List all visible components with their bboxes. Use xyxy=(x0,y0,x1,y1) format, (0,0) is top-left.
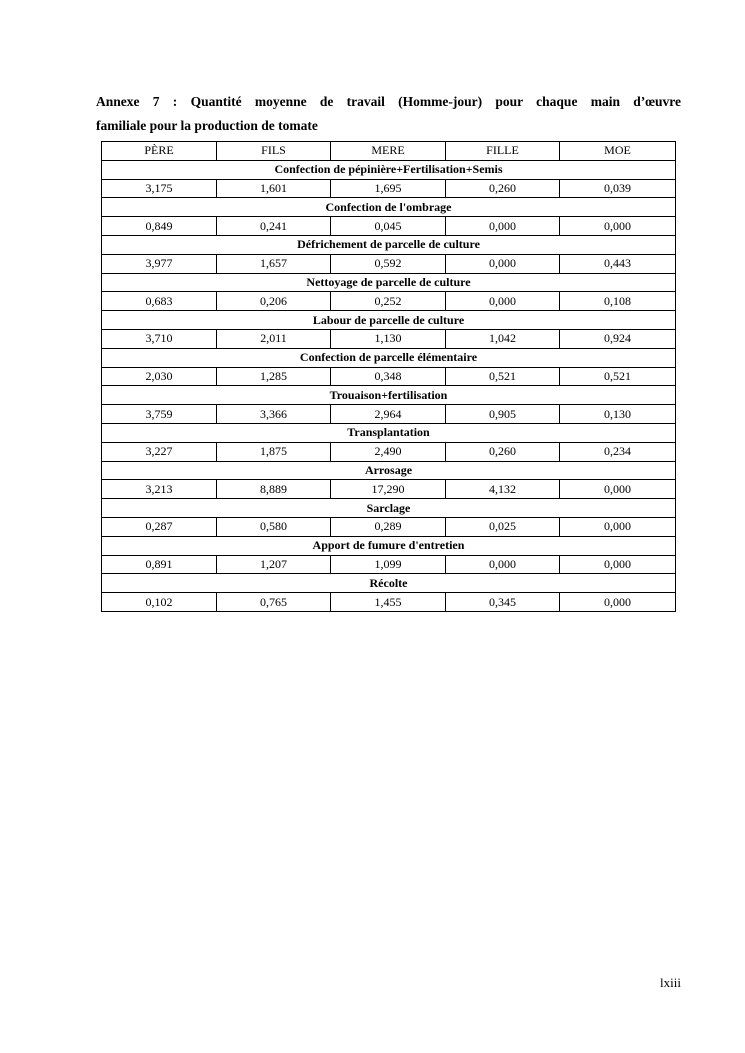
table-cell: 0,260 xyxy=(446,179,560,198)
section-title: Transplantation xyxy=(102,423,676,442)
table-cell: 0,025 xyxy=(446,517,560,536)
table-cell: 1,657 xyxy=(217,254,331,273)
section-title-row xyxy=(102,499,676,518)
table-row xyxy=(102,480,676,499)
table-cell: 0,905 xyxy=(446,405,560,424)
table-cell: 0,348 xyxy=(331,367,446,386)
table-cell: 4,132 xyxy=(446,480,560,499)
table-cell: 0,000 xyxy=(560,217,676,236)
table-row xyxy=(102,555,676,574)
table-cell: 0,000 xyxy=(446,217,560,236)
section-title-row xyxy=(102,461,676,480)
section-title-row xyxy=(102,386,676,405)
section-title: Sarclage xyxy=(102,499,676,518)
section-title-row xyxy=(102,273,676,292)
table-cell: 0,443 xyxy=(560,254,676,273)
table-body xyxy=(102,160,676,611)
section-title: Trouaison+fertilisation xyxy=(102,386,676,405)
table-cell: 2,011 xyxy=(217,329,331,348)
table-cell: 2,964 xyxy=(331,405,446,424)
section-title: Récolte xyxy=(102,574,676,593)
table-cell: 3,175 xyxy=(102,179,217,198)
header-pere: PÈRE xyxy=(102,142,217,161)
table-cell: 2,490 xyxy=(331,442,446,461)
table-cell: 0,924 xyxy=(560,329,676,348)
table-cell: 0,000 xyxy=(560,517,676,536)
table-cell: 0,260 xyxy=(446,442,560,461)
table-cell: 0,102 xyxy=(102,593,217,612)
header-fils: FILS xyxy=(217,142,331,161)
table-cell: 1,875 xyxy=(217,442,331,461)
section-title: Confection de l'ombrage xyxy=(102,198,676,217)
table-cell: 0,045 xyxy=(331,217,446,236)
header-mere: MERE xyxy=(331,142,446,161)
table-cell: 0,234 xyxy=(560,442,676,461)
section-title: Apport de fumure d'entretien xyxy=(102,536,676,555)
table-cell: 3,366 xyxy=(217,405,331,424)
table-cell: 0,000 xyxy=(560,555,676,574)
table-cell: 1,455 xyxy=(331,593,446,612)
table-cell: 0,000 xyxy=(560,480,676,499)
table-cell: 0,000 xyxy=(446,292,560,311)
table-cell: 0,206 xyxy=(217,292,331,311)
header-fille: FILLE xyxy=(446,142,560,161)
table-cell: 1,601 xyxy=(217,179,331,198)
table-cell: 1,695 xyxy=(331,179,446,198)
table-cell: 1,207 xyxy=(217,555,331,574)
section-title-row xyxy=(102,235,676,254)
caption-line-2: familiale pour la production de tomate xyxy=(96,118,318,133)
table-cell: 8,889 xyxy=(217,480,331,499)
section-title: Labour de parcelle de culture xyxy=(102,311,676,330)
table-row xyxy=(102,517,676,536)
table-row xyxy=(102,329,676,348)
section-title-row xyxy=(102,311,676,330)
table-cell: 0,521 xyxy=(446,367,560,386)
table-cell: 1,042 xyxy=(446,329,560,348)
table-cell: 1,130 xyxy=(331,329,446,348)
table-cell: 0,683 xyxy=(102,292,217,311)
table-cell: 0,039 xyxy=(560,179,676,198)
table-cell: 2,030 xyxy=(102,367,217,386)
page-number: lxiii xyxy=(660,975,681,990)
table-cell: 0,345 xyxy=(446,593,560,612)
section-title-row xyxy=(102,348,676,367)
table-cell: 0,580 xyxy=(217,517,331,536)
table-row xyxy=(102,442,676,461)
table-cell: 0,252 xyxy=(331,292,446,311)
table-cell: 0,000 xyxy=(560,593,676,612)
section-title: Arrosage xyxy=(102,461,676,480)
table-cell: 0,000 xyxy=(446,555,560,574)
table-row xyxy=(102,292,676,311)
annex-caption xyxy=(96,90,681,138)
table-row xyxy=(102,593,676,612)
table-cell: 17,290 xyxy=(331,480,446,499)
section-title-row xyxy=(102,574,676,593)
table-cell: 3,227 xyxy=(102,442,217,461)
section-title: Défrichement de parcelle de culture xyxy=(102,235,676,254)
section-title-row xyxy=(102,160,676,179)
table-cell: 3,977 xyxy=(102,254,217,273)
table-cell: 1,285 xyxy=(217,367,331,386)
table-cell: 1,099 xyxy=(331,555,446,574)
table-row xyxy=(102,405,676,424)
table-cell: 0,849 xyxy=(102,217,217,236)
table-cell: 0,592 xyxy=(331,254,446,273)
table-cell: 0,891 xyxy=(102,555,217,574)
header-moe: MOE xyxy=(560,142,676,161)
section-title: Confection de parcelle élémentaire xyxy=(102,348,676,367)
table-cell: 0,287 xyxy=(102,517,217,536)
table-cell: 0,108 xyxy=(560,292,676,311)
caption-line-1: Annexe 7 : Quantité moyenne de travail (Homme-jour) pour chaque main d’œuvre xyxy=(96,94,681,109)
table-cell: 0,765 xyxy=(217,593,331,612)
table-cell: 3,759 xyxy=(102,405,217,424)
section-title-row xyxy=(102,536,676,555)
section-title-row xyxy=(102,198,676,217)
table-cell: 0,000 xyxy=(446,254,560,273)
section-title: Confection de pépinière+Fertilisation+Semis xyxy=(102,160,676,179)
table-cell: 0,241 xyxy=(217,217,331,236)
header-row xyxy=(102,142,676,161)
table-cell: 3,213 xyxy=(102,480,217,499)
table-row xyxy=(102,179,676,198)
section-title-row xyxy=(102,423,676,442)
section-title: Nettoyage de parcelle de culture xyxy=(102,273,676,292)
table-row xyxy=(102,254,676,273)
table-cell: 3,710 xyxy=(102,329,217,348)
table-cell: 0,289 xyxy=(331,517,446,536)
table-row xyxy=(102,217,676,236)
table-row xyxy=(102,367,676,386)
table-cell: 0,521 xyxy=(560,367,676,386)
table-cell: 0,130 xyxy=(560,405,676,424)
labor-table xyxy=(101,141,676,612)
